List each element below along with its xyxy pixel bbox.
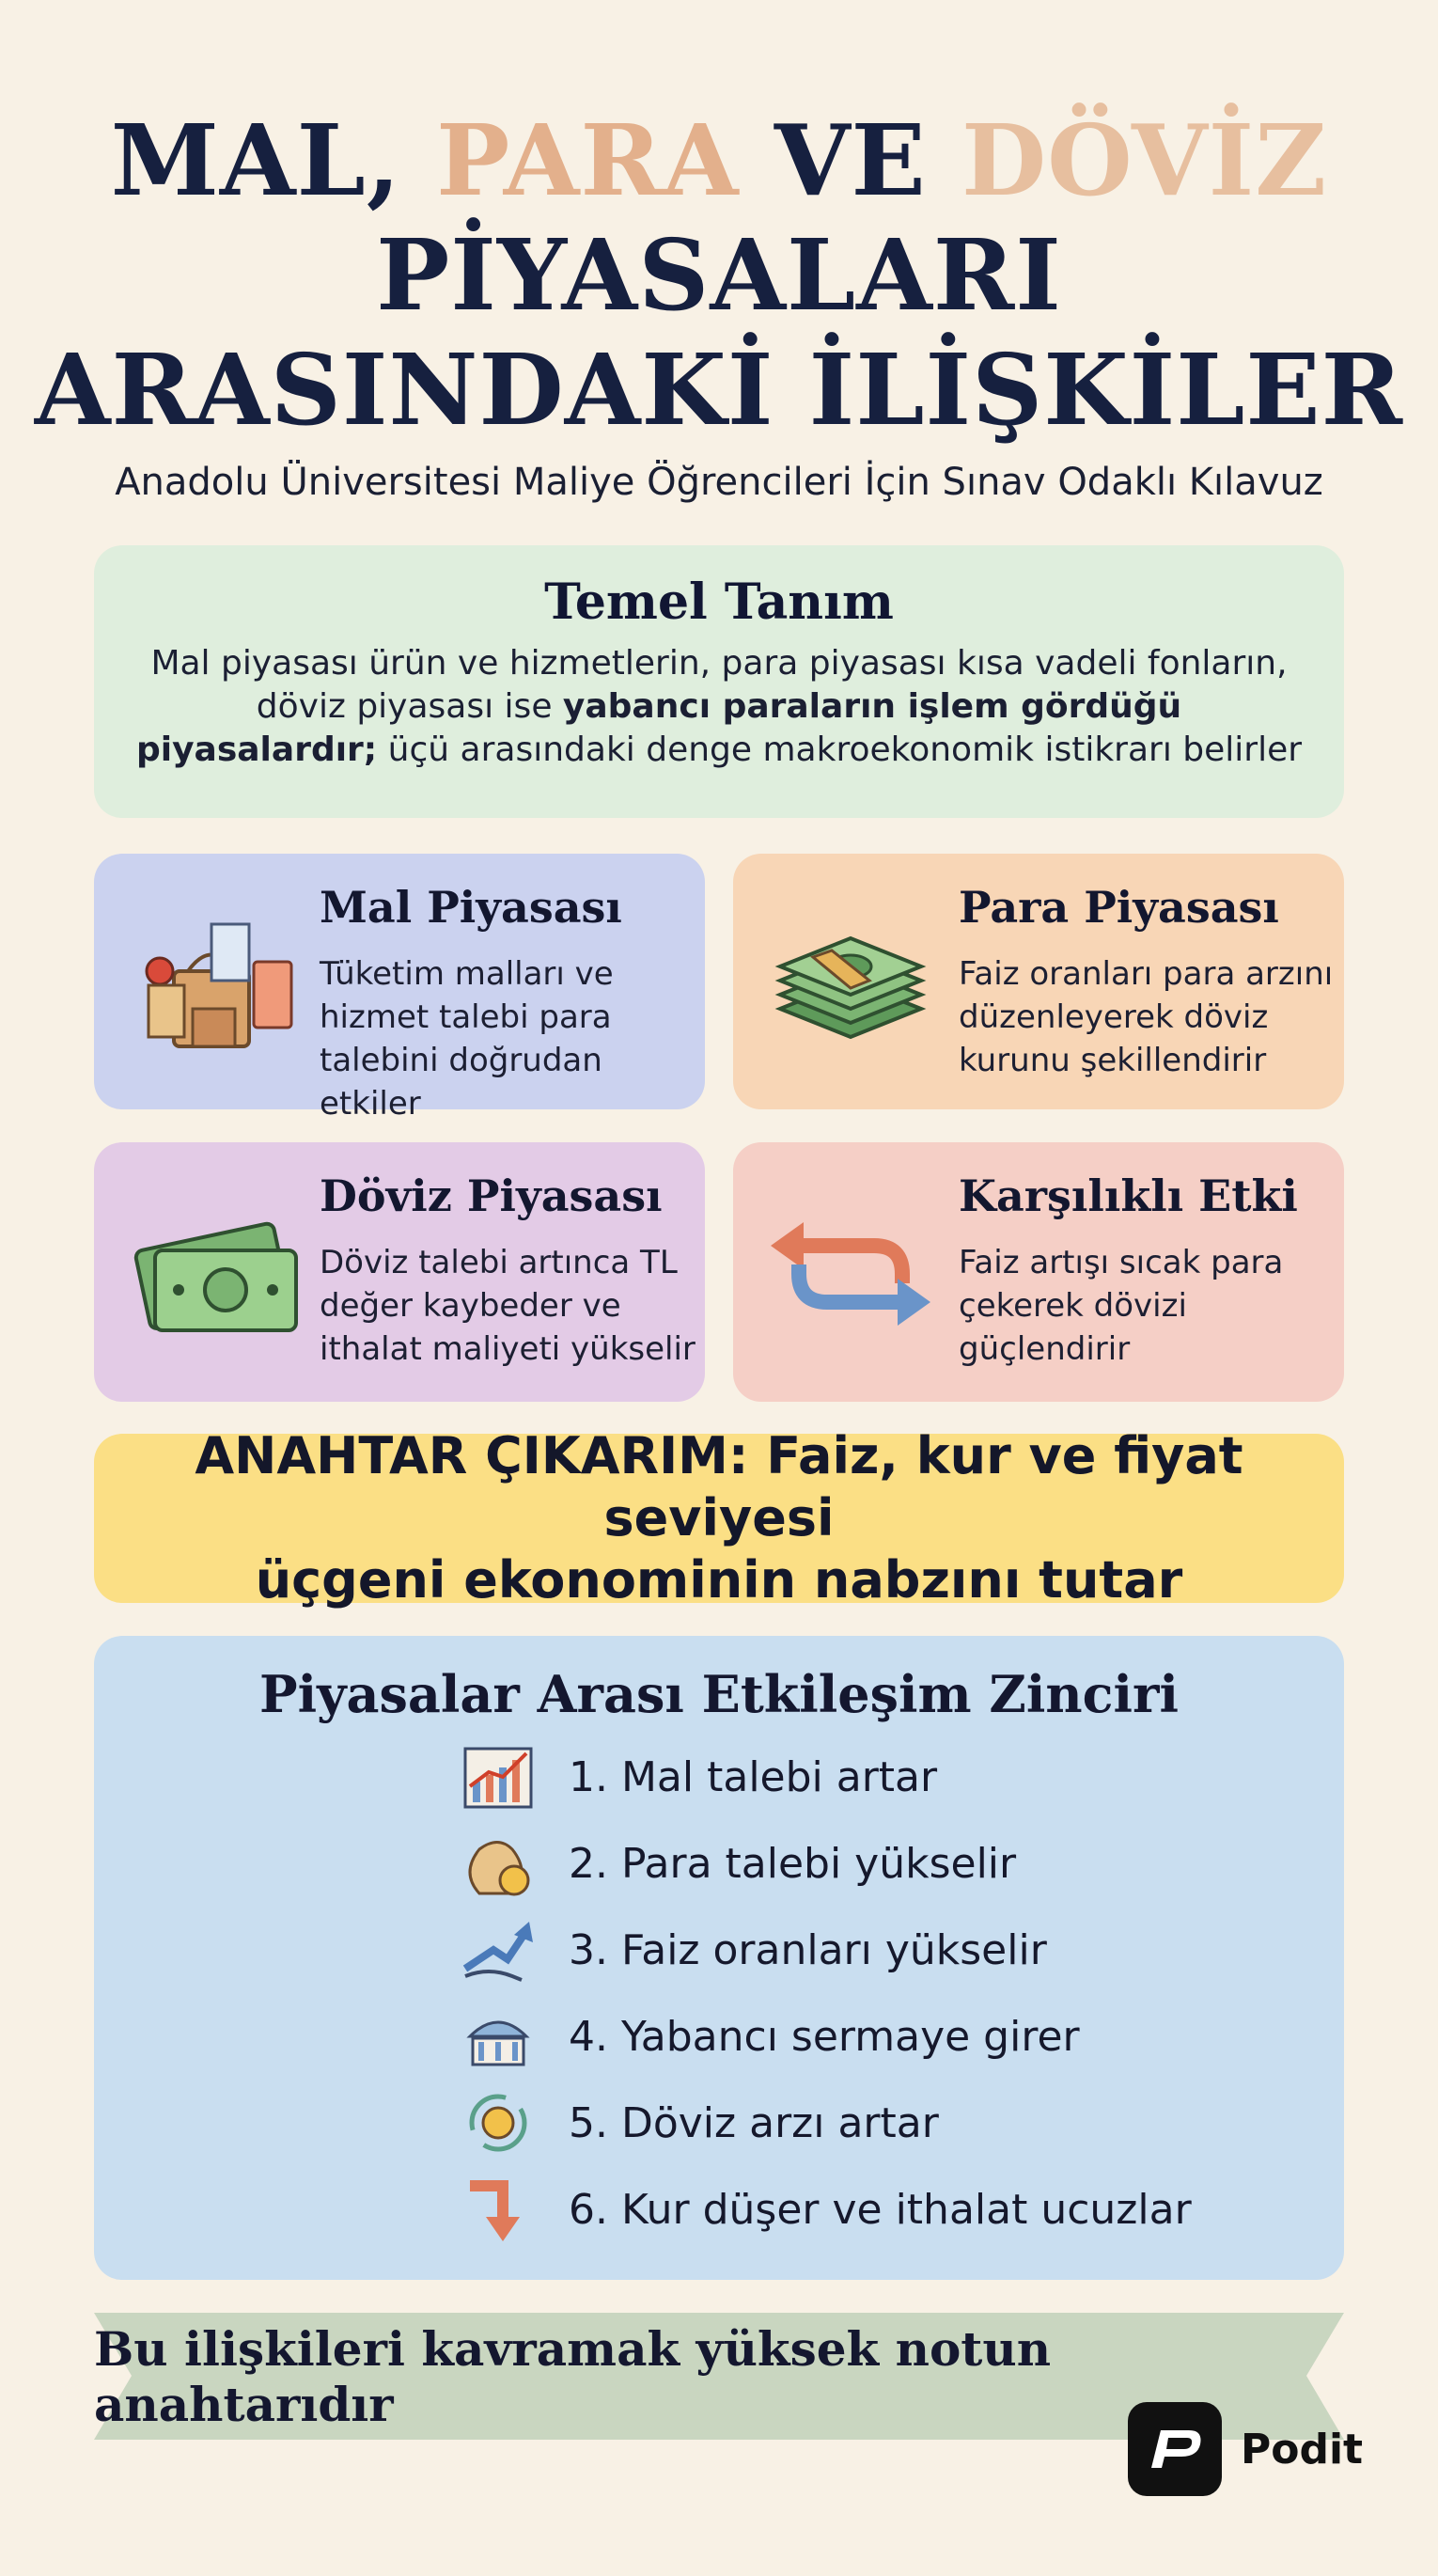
key-takeaway: [94, 1426, 1344, 1610]
title-accent-doviz: DÖVİZ: [961, 102, 1328, 218]
brand-mark: [1128, 2402, 1372, 2496]
interaction-chain: [94, 1636, 1344, 2280]
title-line-3: ARASINDAKİ İLİŞKİLER: [34, 332, 1404, 448]
page-title: [0, 103, 1438, 448]
chain-step: [456, 1826, 1302, 1901]
card-title: Karşılıklı Etki: [959, 1170, 1298, 1221]
definition-text: Mal piyasası ürün ve hizmetlerin, para piyasası kısa vadeli fonların, döviz piyasası ise yabancı paraların işlem gördüğü piyasalardır; üçü arasındaki denge makroekonomik istikrarı belirler: [135, 644, 1303, 769]
rising-chart-icon: [456, 1739, 540, 1814]
definition-heading: Temel Tanım: [544, 573, 894, 631]
title-line-1: MAL, PARA VE DÖVİZ: [110, 102, 1328, 218]
bank-icon: [456, 1999, 540, 2074]
podit-logo-icon: [1128, 2402, 1222, 2496]
card-title: Mal Piyasası: [320, 882, 622, 933]
chain-heading: Piyasalar Arası Etkileşim Zinciri: [259, 1664, 1179, 1724]
footer-text: Bu ilişkileri kavramak yüksek notun anahtarıdır: [94, 2320, 1052, 2432]
currency-cycle-icon: [456, 2085, 540, 2160]
card-mal-piyasasi: [94, 854, 705, 1123]
chain-step-label: 3. Faiz oranları yükselir: [569, 1925, 1047, 1974]
title-accent-para: PARA: [436, 102, 740, 218]
card-doviz-piyasasi: [94, 1142, 705, 1402]
brand-name: Podit: [1241, 2425, 1364, 2474]
down-arrow-icon: [456, 2172, 540, 2247]
card-title: Döviz Piyasası: [320, 1170, 663, 1221]
chain-step-label: 5. Döviz arzı artar: [569, 2098, 939, 2147]
money-bag-icon: [456, 1826, 540, 1901]
chain-step-label: 4. Yabancı sermaye girer: [569, 2012, 1080, 2061]
card-text: Faiz oranları para arzını düzenleyerek döviz kurunu şekillendirir: [959, 955, 1334, 1079]
chain-step: [456, 2085, 1302, 2160]
money-stack-icon: [761, 905, 940, 1065]
card-text: Tüketim malları ve hizmet talebi para talebini doğrudan etkiler: [320, 955, 614, 1123]
title-line-2: PİYASALARI: [376, 217, 1062, 333]
rising-arrow-hand-icon: [456, 1912, 540, 1987]
card-text: Döviz talebi artınca TL değer kaybeder ve ithalat maliyeti yükselir: [320, 1244, 696, 1368]
card-text: Faiz artışı sıcak para çekerek dövizi güçlendirir: [959, 1244, 1284, 1368]
shopping-bag-icon: [122, 905, 301, 1065]
card-title: Para Piyasası: [959, 882, 1279, 933]
chain-step: [456, 2172, 1302, 2247]
key-line-2: üçgeni ekonominin nabzını tutar: [255, 1550, 1183, 1610]
card-karsilikli-etki: [733, 1142, 1344, 1402]
chain-step-label: 2. Para talebi yükselir: [569, 1839, 1017, 1888]
card-para-piyasasi: [733, 854, 1344, 1109]
subtitle: Anadolu Üniversitesi Maliye Öğrencileri İçin Sınav Odaklı Kılavuz: [115, 461, 1323, 504]
banknote-icon: [122, 1194, 301, 1354]
chain-step-label: 6. Kur düşer ve ithalat ucuzlar: [569, 2185, 1192, 2234]
chain-step: [456, 1739, 1302, 1814]
chain-step: [456, 1912, 1302, 1987]
chain-step-label: 1. Mal talebi artar: [569, 1752, 938, 1801]
exchange-arrows-icon: [761, 1194, 940, 1354]
chain-step: [456, 1999, 1302, 2074]
definition-card: [94, 545, 1344, 818]
key-line-1: ANAHTAR ÇIKARIM: Faiz, kur ve fiyat seviyesi: [195, 1426, 1243, 1547]
